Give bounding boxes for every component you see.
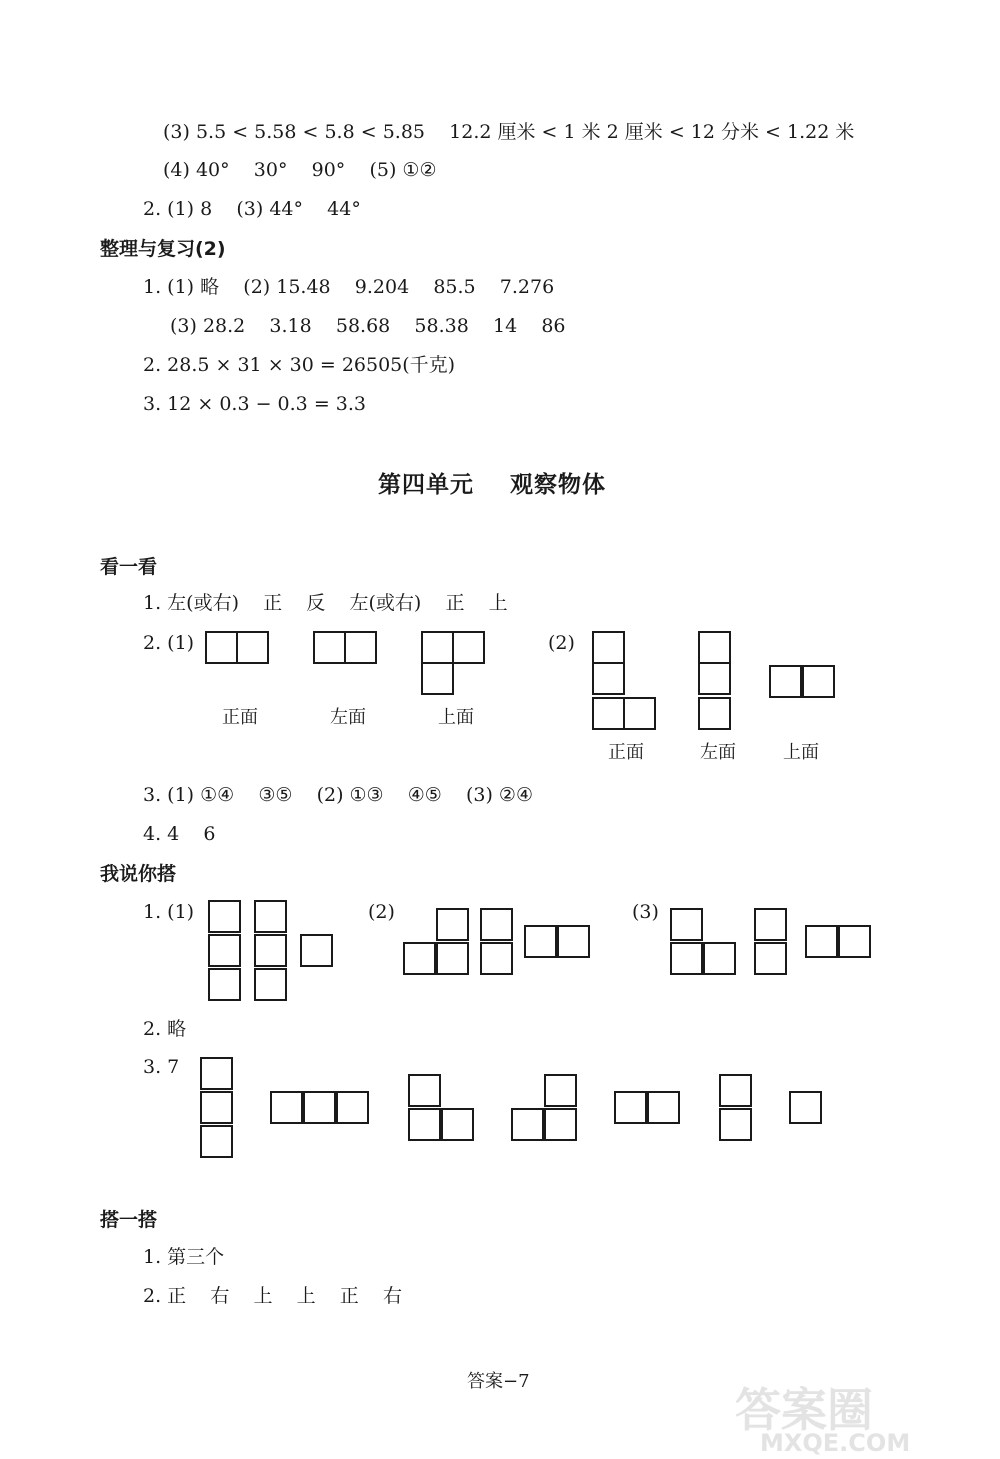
grid-square xyxy=(480,908,513,941)
grid-square xyxy=(254,968,287,1001)
answer-line: (3) 28.2 3.18 58.68 58.38 14 86 xyxy=(170,315,566,337)
grid-square xyxy=(421,631,454,664)
grid-square xyxy=(670,942,703,975)
answer-line: (2) xyxy=(548,632,575,654)
grid-square xyxy=(336,1091,369,1124)
grid-square xyxy=(205,631,238,664)
grid-square xyxy=(719,1074,752,1107)
grid-square xyxy=(623,697,656,730)
grid-square xyxy=(838,925,871,958)
grid-square xyxy=(441,1108,474,1141)
view-label: 左面 xyxy=(700,742,736,763)
grid-square xyxy=(544,1074,577,1107)
grid-square xyxy=(524,925,557,958)
grid-square xyxy=(254,934,287,967)
watermark-url: MXQE.COM xyxy=(760,1429,911,1457)
page-footer: 答案−7 xyxy=(467,1371,530,1392)
answer-line: 3. 12 × 0.3 − 0.3 = 3.3 xyxy=(143,393,366,415)
grid-square xyxy=(208,968,241,1001)
answer-line: 2. (1) xyxy=(143,632,195,654)
grid-square xyxy=(408,1074,441,1107)
answer-line: (3) 5.5 < 5.58 < 5.8 < 5.85 12.2 厘米 < 1 米 2 厘米 < 12 分米 < 1.22 米 xyxy=(163,121,855,143)
answer-line: 2. 略 xyxy=(143,1018,187,1040)
grid-square xyxy=(254,900,287,933)
grid-square xyxy=(647,1091,680,1124)
grid-square xyxy=(480,942,513,975)
answer-line: (2) xyxy=(368,901,395,923)
section-heading: 搭一搭 xyxy=(100,1209,158,1231)
grid-square xyxy=(614,1091,647,1124)
grid-square xyxy=(805,925,838,958)
grid-square xyxy=(344,631,377,664)
grid-square xyxy=(436,942,469,975)
grid-square xyxy=(592,631,625,664)
answer-line: 1. (1) 略 (2) 15.48 9.204 85.5 7.276 xyxy=(143,276,555,298)
grid-square xyxy=(511,1108,544,1141)
answer-line: 3. (1) ①④ ③⑤ (2) ①③ ④⑤ (3) ②④ xyxy=(143,784,533,806)
grid-square xyxy=(802,665,835,698)
grid-square xyxy=(208,900,241,933)
answer-line: 4. 4 6 xyxy=(143,823,216,845)
grid-square xyxy=(200,1057,233,1090)
grid-square xyxy=(200,1091,233,1124)
grid-square xyxy=(698,631,731,664)
answer-line: 1. 左(或右) 正 反 左(或右) 正 上 xyxy=(143,592,508,614)
section-heading: 整理与复习(2) xyxy=(100,238,226,260)
grid-square xyxy=(408,1108,441,1141)
grid-square xyxy=(698,697,731,730)
grid-square xyxy=(698,662,731,695)
view-label: 上面 xyxy=(783,742,819,763)
grid-square xyxy=(300,934,333,967)
grid-square xyxy=(592,662,625,695)
watermark-logo: 答案圈 xyxy=(735,1383,873,1437)
grid-square xyxy=(557,925,590,958)
unit-title: 第四单元 观察物体 xyxy=(378,472,607,498)
grid-square xyxy=(719,1108,752,1141)
view-label: 正面 xyxy=(608,742,644,763)
answer-line: 1. (1) xyxy=(143,901,195,923)
section-heading: 我说你搭 xyxy=(100,863,177,885)
grid-square xyxy=(313,631,346,664)
answer-line: (3) xyxy=(632,901,659,923)
answer-line: (4) 40° 30° 90° (5) ①② xyxy=(163,159,437,181)
grid-square xyxy=(421,662,454,695)
answer-line: 2. (1) 8 (3) 44° 44° xyxy=(143,198,361,220)
answer-line: 2. 28.5 × 31 × 30 = 26505(千克) xyxy=(143,354,456,376)
grid-square xyxy=(754,908,787,941)
answer-line: 3. 7 xyxy=(143,1056,180,1078)
view-label: 上面 xyxy=(438,707,474,728)
grid-square xyxy=(303,1091,336,1124)
grid-square xyxy=(436,908,469,941)
grid-square xyxy=(270,1091,303,1124)
answer-line: 1. 第三个 xyxy=(143,1246,225,1268)
grid-square xyxy=(200,1125,233,1158)
section-heading: 看一看 xyxy=(100,556,158,578)
grid-square xyxy=(403,942,436,975)
grid-square xyxy=(544,1108,577,1141)
grid-square xyxy=(208,934,241,967)
grid-square xyxy=(703,942,736,975)
view-label: 正面 xyxy=(222,707,258,728)
grid-square xyxy=(452,631,485,664)
grid-square xyxy=(754,942,787,975)
grid-square xyxy=(789,1091,822,1124)
grid-square xyxy=(670,908,703,941)
grid-square xyxy=(769,665,802,698)
view-label: 左面 xyxy=(330,707,366,728)
answer-line: 2. 正 右 上 上 正 右 xyxy=(143,1285,402,1307)
grid-square xyxy=(236,631,269,664)
grid-square xyxy=(592,697,625,730)
